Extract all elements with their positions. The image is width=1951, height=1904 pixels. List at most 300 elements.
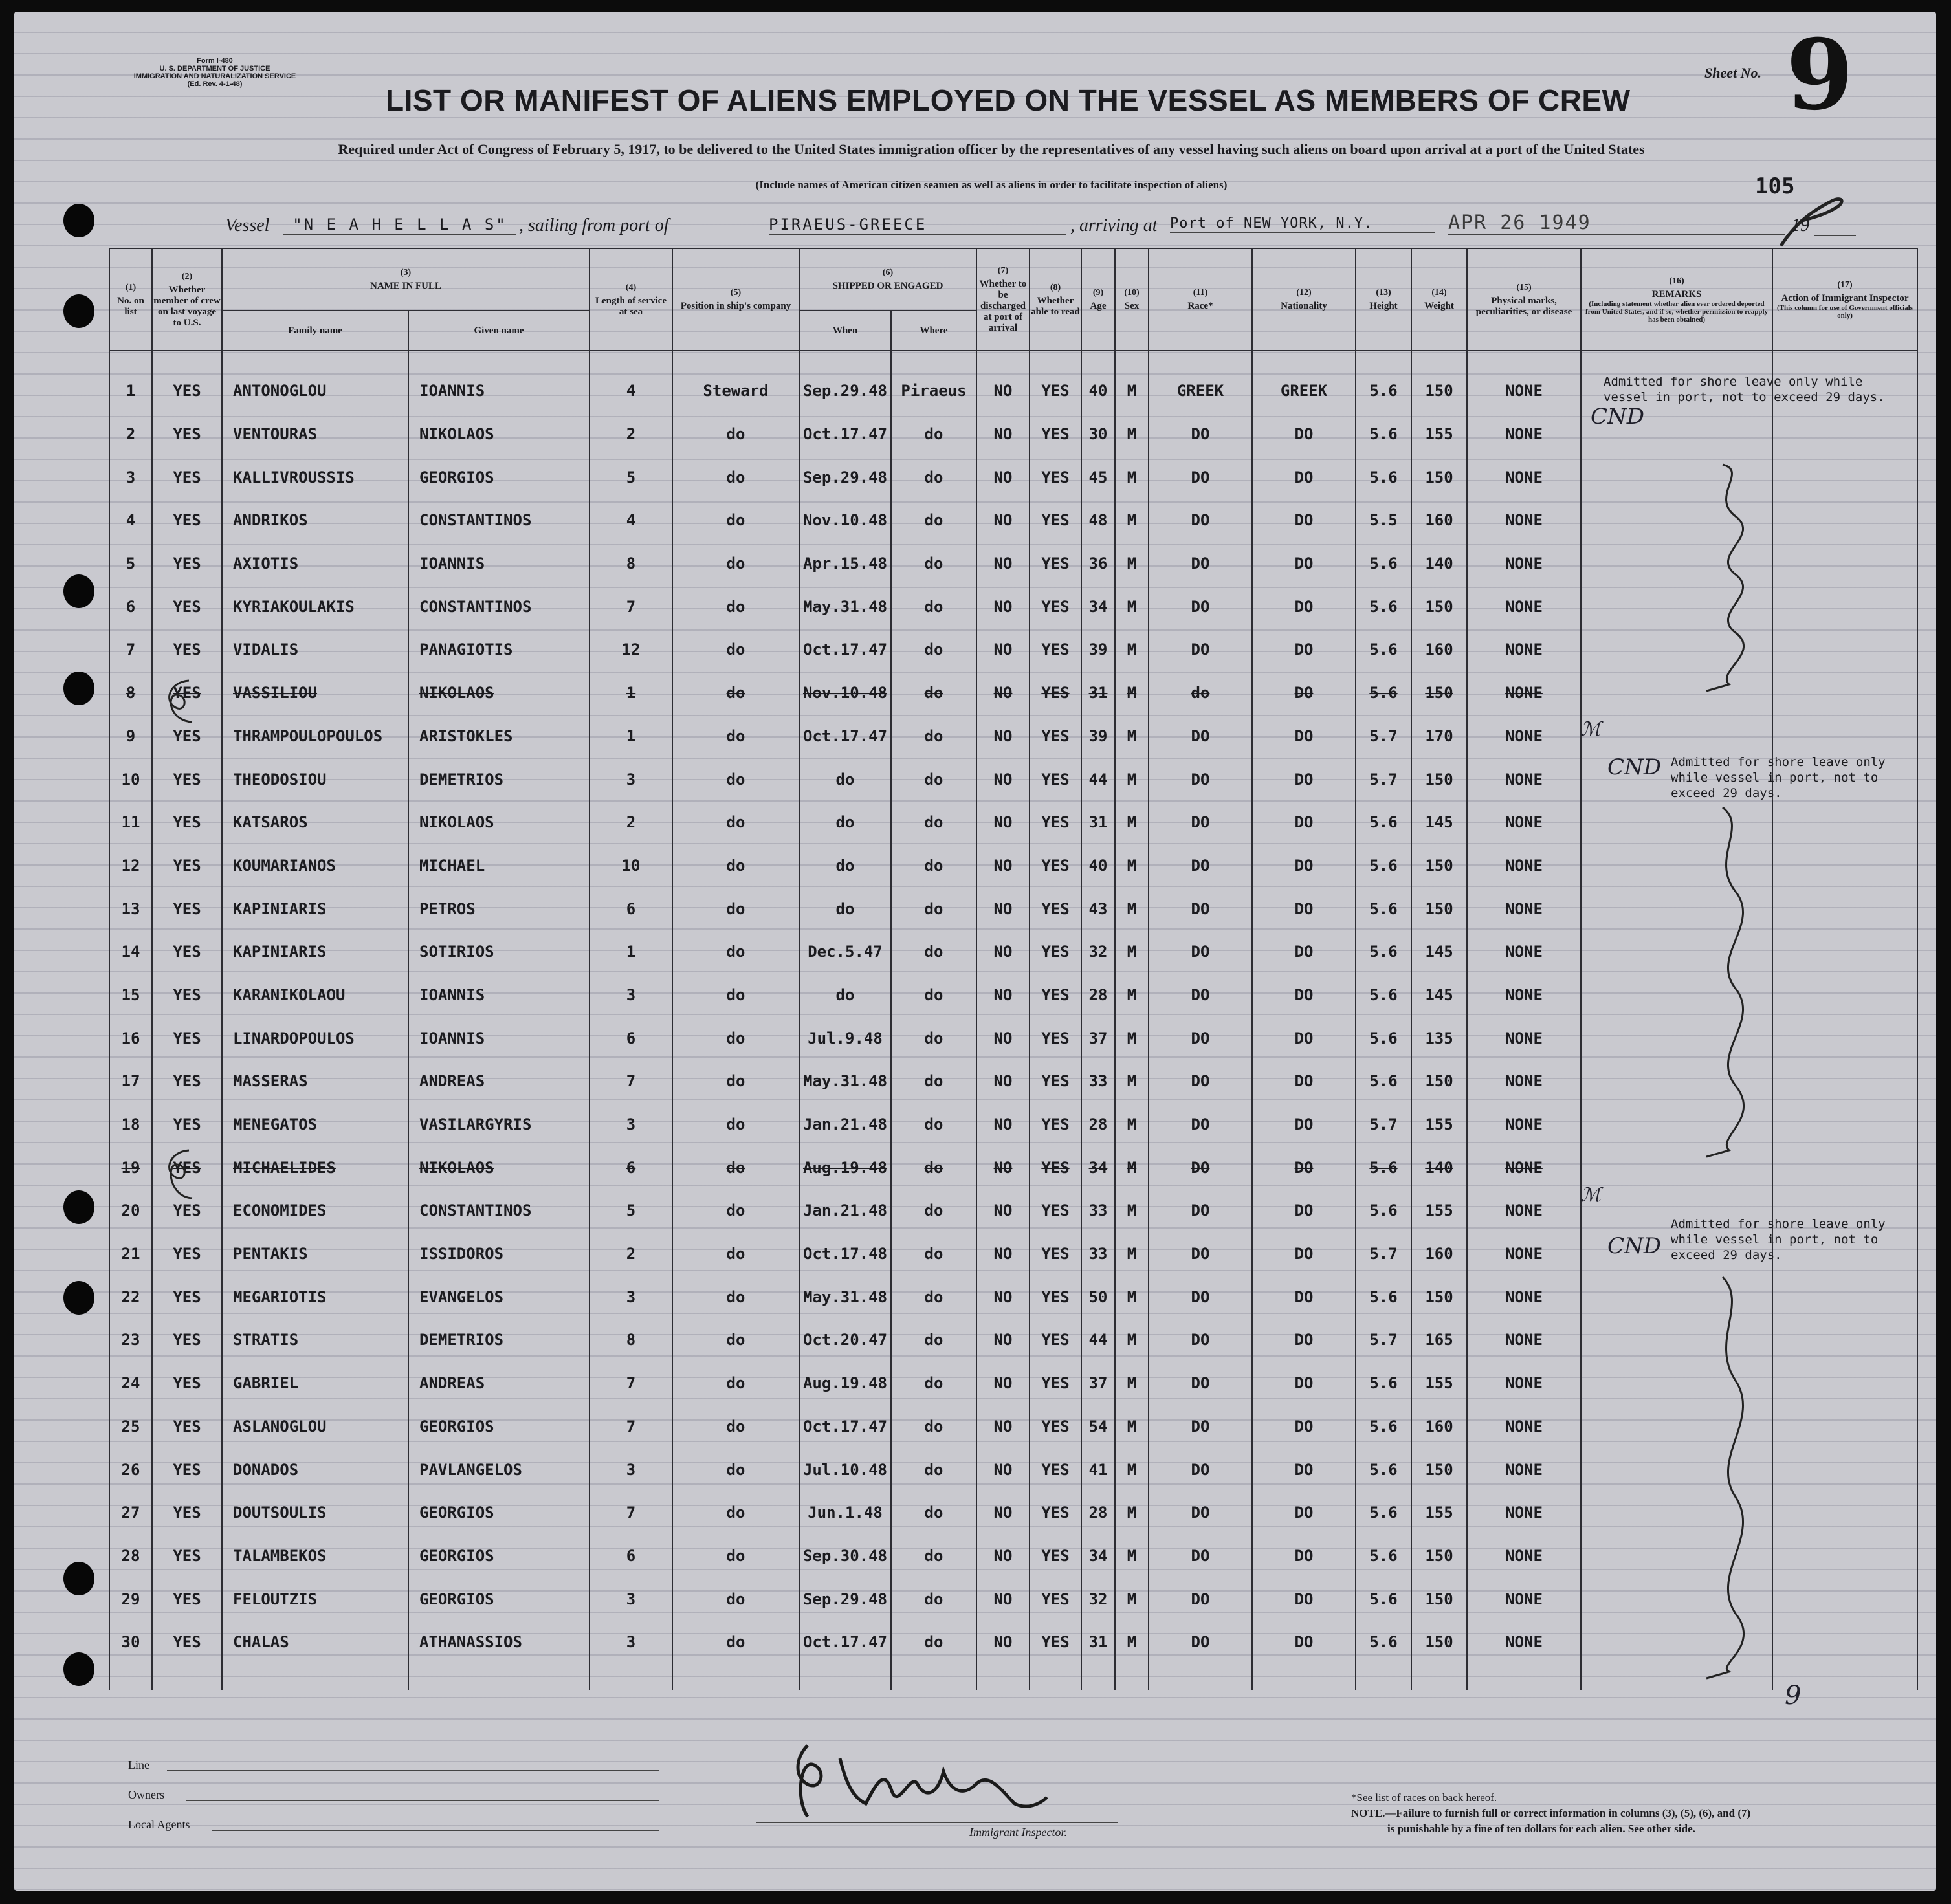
table-row [109,1189,1917,1232]
header-where: Where [891,311,976,351]
discharged: NO [976,542,1030,585]
family-name: MENEGATOS [222,1103,408,1146]
sex: M [1115,499,1149,542]
position: do [672,844,799,888]
physical-marks: NONE [1467,1189,1581,1232]
given-name: NIKOLAOS [408,1146,590,1189]
age: 37 [1081,1362,1115,1405]
race: DO [1149,1362,1252,1405]
discharged: NO [976,715,1030,758]
weight: 150 [1411,844,1467,888]
remark-1 [1604,374,1914,405]
position: do [672,1621,799,1664]
able-to-read: YES [1030,758,1081,801]
given-name: PETROS [408,887,590,930]
handwritten-initials: ℳ [1580,718,1602,741]
position: do [672,413,799,456]
form-service: IMMIGRATION AND NATURALIZATION SERVICE [133,72,296,80]
shipped-when: Jun.1.48 [799,1491,891,1535]
row-number: 26 [109,1448,152,1491]
height: 5.6 [1356,1535,1411,1578]
height: 5.6 [1356,1146,1411,1189]
table-row [109,672,1917,715]
shipped-when: May.31.48 [799,1060,891,1103]
race: DO [1149,930,1252,974]
able-to-read: YES [1030,369,1081,413]
physical-marks: NONE [1467,585,1581,628]
inspector-action-cell [1772,1491,1917,1535]
discharged: NO [976,1362,1030,1405]
weight: 150 [1411,1060,1467,1103]
weight: 145 [1411,801,1467,844]
race: DO [1149,1319,1252,1362]
height: 5.6 [1356,1016,1411,1060]
crew-last-voyage: YES [152,1275,222,1319]
physical-marks: NONE [1467,499,1581,542]
shipped-when: Aug.19.48 [799,1146,891,1189]
physical-marks: NONE [1467,887,1581,930]
position: do [672,887,799,930]
race: DO [1149,542,1252,585]
sailing-label: , sailing from port of [519,215,669,235]
family-name: KOUMARIANOS [222,844,408,888]
family-name: AXIOTIS [222,542,408,585]
crew-last-voyage: YES [152,887,222,930]
inspector-action-cell [1772,1103,1917,1146]
weight: 155 [1411,1491,1467,1535]
discharged: NO [976,1405,1030,1449]
weight: 150 [1411,1275,1467,1319]
position: do [672,1448,799,1491]
row-number: 9 [109,715,152,758]
crew-last-voyage: YES [152,585,222,628]
table-row [109,974,1917,1017]
discharged: NO [976,1319,1030,1362]
sex: M [1115,974,1149,1017]
header-able-to-read: (8) Whether able to read [1030,248,1081,351]
form-department: U. S. DEPARTMENT OF JUSTICE [159,65,270,72]
table-row [109,628,1917,672]
shipped-where: do [891,1060,976,1103]
position: do [672,1146,799,1189]
header-discharged: (7) Whether to be discharged at port of arrival [976,248,1030,351]
length-of-service: 2 [590,801,672,844]
owners-field [186,1800,659,1801]
race: DO [1149,1232,1252,1276]
inspector-action-cell [1772,542,1917,585]
inspector-action-cell [1772,974,1917,1017]
family-name: VASSILIOU [222,672,408,715]
length-of-service: 1 [590,672,672,715]
family-name: KYRIAKOULAKIS [222,585,408,628]
able-to-read: YES [1030,974,1081,1017]
year-blank [1814,235,1856,236]
shipped-when: Dec.5.47 [799,930,891,974]
position: do [672,1016,799,1060]
remarks-cell [1581,715,1772,758]
age: 28 [1081,1103,1115,1146]
height: 5.7 [1356,758,1411,801]
discharged: NO [976,1016,1030,1060]
length-of-service: 12 [590,628,672,672]
age: 44 [1081,1319,1115,1362]
family-name: ECONOMIDES [222,1189,408,1232]
crew-last-voyage: YES [152,1535,222,1578]
able-to-read: YES [1030,1448,1081,1491]
row-number: 1 [109,369,152,413]
weight: 150 [1411,585,1467,628]
crew-last-voyage: YES [152,930,222,974]
nationality: DO [1252,1491,1356,1535]
physical-marks: NONE [1467,1535,1581,1578]
table-row [109,1535,1917,1578]
ditto-wavy-line [1697,1271,1768,1685]
weight: 170 [1411,715,1467,758]
discharged: NO [976,1448,1030,1491]
height: 5.7 [1356,1319,1411,1362]
able-to-read: YES [1030,1577,1081,1621]
length-of-service: 3 [590,974,672,1017]
length-of-service: 4 [590,499,672,542]
age: 34 [1081,1535,1115,1578]
local-agents-field [212,1830,659,1831]
weight: 150 [1411,1577,1467,1621]
discharged: NO [976,628,1030,672]
crew-last-voyage: YES [152,1146,222,1189]
header-length-of-service: (4) Length of service at sea [590,248,672,351]
nationality: DO [1252,844,1356,888]
crew-last-voyage: YES [152,801,222,844]
physical-marks: NONE [1467,844,1581,888]
row-number: 13 [109,887,152,930]
row-number: 29 [109,1577,152,1621]
able-to-read: YES [1030,844,1081,888]
inspector-action-cell [1772,1319,1917,1362]
length-of-service: 7 [590,1491,672,1535]
table-row [109,413,1917,456]
inspector-label: Immigrant Inspector. [969,1826,1067,1839]
crew-last-voyage: YES [152,1448,222,1491]
physical-marks: NONE [1467,1491,1581,1535]
row-number: 16 [109,1016,152,1060]
physical-marks: NONE [1467,1016,1581,1060]
height: 5.5 [1356,499,1411,542]
shipped-where: do [891,1448,976,1491]
position: do [672,499,799,542]
shipped-when: do [799,844,891,888]
crew-last-voyage: YES [152,1621,222,1664]
race: DO [1149,887,1252,930]
sheet-label: Sheet No. [1704,65,1761,81]
shipped-where: do [891,413,976,456]
physical-marks: NONE [1467,1103,1581,1146]
family-name: THEODOSIOU [222,758,408,801]
able-to-read: YES [1030,1621,1081,1664]
binder-hole [63,672,94,705]
race: DO [1149,974,1252,1017]
table-row [109,1621,1917,1664]
position: do [672,1405,799,1449]
family-name: MICHAELIDES [222,1146,408,1189]
nationality: DO [1252,413,1356,456]
length-of-service: 3 [590,1621,672,1664]
age: 45 [1081,455,1115,499]
position: do [672,758,799,801]
row-number: 10 [109,758,152,801]
table-row [109,715,1917,758]
remark-text: Admitted for shore leave only while vessel in port, not to exceed 29 days. [1671,755,1886,800]
age: 34 [1081,585,1115,628]
ditto-wavy-line [1697,801,1768,1163]
position: do [672,974,799,1017]
family-name: KARANIKOLAOU [222,974,408,1017]
age: 31 [1081,801,1115,844]
family-name: DONADOS [222,1448,408,1491]
weight: 140 [1411,542,1467,585]
given-name: NIKOLAOS [408,672,590,715]
row-number: 12 [109,844,152,888]
sex: M [1115,1535,1149,1578]
discharged: NO [976,1232,1030,1276]
able-to-read: YES [1030,542,1081,585]
discharged: NO [976,1189,1030,1232]
binder-hole [63,204,94,237]
shipped-where: do [891,628,976,672]
inspector-action-cell [1772,715,1917,758]
row-number: 6 [109,585,152,628]
sex: M [1115,1103,1149,1146]
family-name: KATSAROS [222,801,408,844]
shipped-where: do [891,1103,976,1146]
sex: M [1115,1189,1149,1232]
inspector-action-cell [1772,628,1917,672]
age: 44 [1081,758,1115,801]
given-name: IOANNIS [408,542,590,585]
height: 5.6 [1356,542,1411,585]
length-of-service: 2 [590,413,672,456]
race: DO [1149,844,1252,888]
crew-last-voyage: YES [152,1189,222,1232]
family-name: KAPINIARIS [222,930,408,974]
sex: M [1115,1275,1149,1319]
family-name: KAPINIARIS [222,887,408,930]
row-number: 23 [109,1319,152,1362]
form-number: Form I-480 [197,57,233,65]
page-number: 105 [1755,173,1795,199]
inspector-action-cell [1772,1275,1917,1319]
shipped-where: do [891,1577,976,1621]
inspector-action-cell [1772,1448,1917,1491]
nationality: DO [1252,672,1356,715]
sex: M [1115,1405,1149,1449]
crew-last-voyage: YES [152,844,222,888]
inspector-action-cell [1772,1405,1917,1449]
nationality: DO [1252,1448,1356,1491]
able-to-read: YES [1030,1189,1081,1232]
able-to-read: YES [1030,499,1081,542]
sex: M [1115,1319,1149,1362]
header-age: (9) Age [1081,248,1115,351]
crew-last-voyage: YES [152,1577,222,1621]
height: 5.6 [1356,1189,1411,1232]
able-to-read: YES [1030,887,1081,930]
sex: M [1115,887,1149,930]
sex: M [1115,801,1149,844]
able-to-read: YES [1030,1060,1081,1103]
crew-last-voyage: YES [152,369,222,413]
height: 5.7 [1356,1232,1411,1276]
table-row [109,1146,1917,1189]
nationality: DO [1252,1405,1356,1449]
given-name: IOANNIS [408,1016,590,1060]
height: 5.6 [1356,455,1411,499]
row-number: 30 [109,1621,152,1664]
row-number: 5 [109,542,152,585]
physical-marks: NONE [1467,930,1581,974]
height: 5.6 [1356,1060,1411,1103]
nationality: DO [1252,1232,1356,1276]
inspector-action-cell [1772,1621,1917,1664]
table-row [109,585,1917,628]
header-sex: (10) Sex [1115,248,1149,351]
position: do [672,585,799,628]
shipped-where: do [891,715,976,758]
length-of-service: 1 [590,715,672,758]
inspector-action-cell [1772,887,1917,930]
shipped-when: Sep.30.48 [799,1535,891,1578]
discharged: NO [976,1535,1030,1578]
physical-marks: NONE [1467,1275,1581,1319]
shipped-where: do [891,1405,976,1449]
document-subtitle: Required under Act of Congress of February 5, 1917, to be delivered to the United States immigration officer by the representatives of any vessel having such aliens on board upon arrival at a port of the United States [338,141,1645,157]
physical-marks: NONE [1467,455,1581,499]
shipped-when: Oct.17.48 [799,1232,891,1276]
weight: 155 [1411,413,1467,456]
age: 36 [1081,542,1115,585]
nationality: DO [1252,1319,1356,1362]
header-family-name: Family name [222,311,408,351]
manifest-sheet [14,12,1936,1891]
shipped-where: do [891,801,976,844]
header-position: (5) Position in ship's company [672,248,799,351]
handwritten-scribble [157,1145,208,1203]
family-name: KALLIVROUSSIS [222,455,408,499]
given-name: SOTIRIOS [408,930,590,974]
nationality: DO [1252,499,1356,542]
discharged: NO [976,413,1030,456]
able-to-read: YES [1030,1362,1081,1405]
remark-initials-3: CND [1607,1233,1662,1259]
weight: 150 [1411,672,1467,715]
row-number: 17 [109,1060,152,1103]
nationality: DO [1252,1146,1356,1189]
header-remarks: (16) REMARKS (Including statement whether alien ever ordered deported from United States, and if so, whether permission to reapply has been obtained) [1581,248,1772,351]
table-row [109,1362,1917,1405]
crew-last-voyage: YES [152,1319,222,1362]
table-row [109,844,1917,888]
family-name: PENTAKIS [222,1232,408,1276]
weight: 165 [1411,1319,1467,1362]
footer-spacer [109,1664,1917,1690]
shipped-where: do [891,1146,976,1189]
shipped-where: do [891,585,976,628]
shipped-when: Sep.29.48 [799,1577,891,1621]
header-inspector-action: (17) Action of Immigrant Inspector (This column for use of Government officials only) [1772,248,1917,351]
age: 43 [1081,887,1115,930]
weight: 160 [1411,1232,1467,1276]
family-name: TALAMBEKOS [222,1535,408,1578]
nationality: DO [1252,585,1356,628]
header-height: (13) Height [1356,248,1411,351]
shipped-when: Jan.21.48 [799,1189,891,1232]
sex: M [1115,455,1149,499]
shipped-when: Oct.20.47 [799,1319,891,1362]
height: 5.6 [1356,887,1411,930]
position: do [672,1319,799,1362]
sex: M [1115,1491,1149,1535]
weight: 155 [1411,1103,1467,1146]
table-row [109,455,1917,499]
family-name: MEGARIOTIS [222,1275,408,1319]
family-name: CHALAS [222,1621,408,1664]
row-number: 24 [109,1362,152,1405]
height: 5.6 [1356,413,1411,456]
nationality: DO [1252,1362,1356,1405]
shipped-when: Jan.21.48 [799,1103,891,1146]
weight: 150 [1411,887,1467,930]
crew-last-voyage: YES [152,455,222,499]
physical-marks: NONE [1467,1621,1581,1664]
inspector-action-cell [1772,1060,1917,1103]
discharged: NO [976,801,1030,844]
able-to-read: YES [1030,585,1081,628]
weight: 160 [1411,1405,1467,1449]
age: 50 [1081,1275,1115,1319]
height: 5.6 [1356,1577,1411,1621]
year-label: 19 [1791,215,1809,235]
able-to-read: YES [1030,413,1081,456]
shipped-when: Jul.10.48 [799,1448,891,1491]
length-of-service: 3 [590,1103,672,1146]
discharged: NO [976,930,1030,974]
shipped-where: Piraeus [891,369,976,413]
row-number: 19 [109,1146,152,1189]
physical-marks: NONE [1467,1146,1581,1189]
given-name: EVANGELOS [408,1275,590,1319]
able-to-read: YES [1030,1016,1081,1060]
physical-marks: NONE [1467,1319,1581,1362]
shipped-when: do [799,758,891,801]
length-of-service: 2 [590,1232,672,1276]
table-row [109,1103,1917,1146]
age: 39 [1081,715,1115,758]
race: DO [1149,1405,1252,1449]
shipped-when: Oct.17.47 [799,715,891,758]
discharged: NO [976,672,1030,715]
discharged: NO [976,1621,1030,1664]
inspector-action-cell [1772,672,1917,715]
crew-last-voyage: YES [152,1232,222,1276]
inspector-signature [782,1733,1053,1830]
given-name: VASILARGYRIS [408,1103,590,1146]
binder-hole [63,1190,94,1224]
local-agents-label: Local Agents [128,1818,190,1831]
shipped-where: do [891,455,976,499]
shipped-when: May.31.48 [799,585,891,628]
table-row [109,1275,1917,1319]
inspector-action-cell [1772,1146,1917,1189]
remark-text: Admitted for shore leave only while vessel in port, not to exceed 29 days. [1671,1217,1886,1262]
